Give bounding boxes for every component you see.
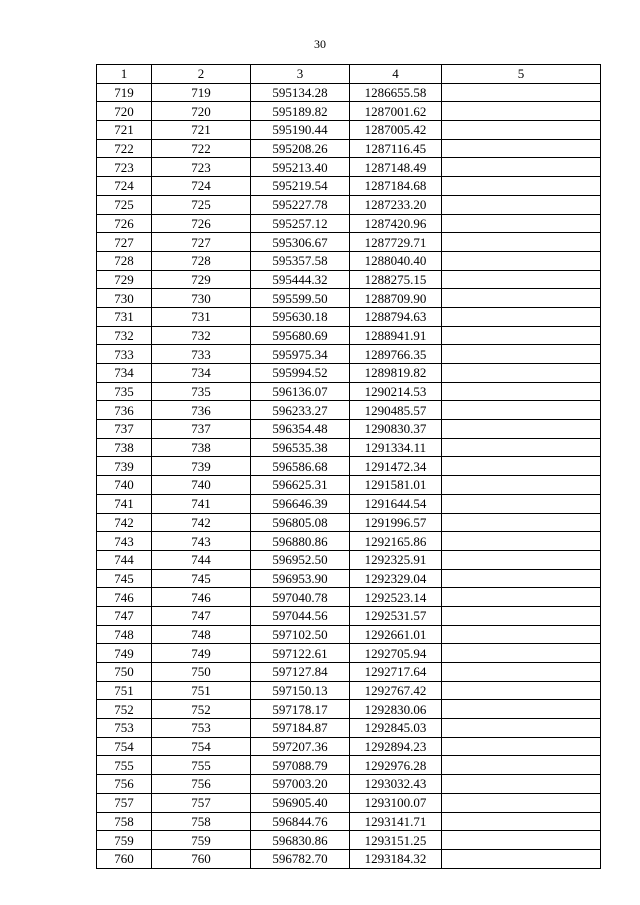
table-cell: 755: [152, 756, 251, 775]
table-cell: 748: [152, 625, 251, 644]
table-cell: 726: [97, 214, 152, 233]
table-cell: 721: [152, 121, 251, 140]
table-cell: 727: [152, 233, 251, 252]
table-cell: 597040.78: [251, 588, 350, 607]
table-cell: 1292894.23: [350, 737, 442, 756]
table-cell: 1286655.58: [350, 83, 442, 102]
table-cell: [442, 121, 601, 140]
table-cell: [442, 719, 601, 738]
table-cell: 729: [97, 270, 152, 289]
table-cell: 595630.18: [251, 307, 350, 326]
table-cell: [442, 532, 601, 551]
table-row: [97, 214, 601, 233]
table-row: [97, 550, 601, 569]
table-row: [97, 494, 601, 513]
table-cell: 597088.79: [251, 756, 350, 775]
table-cell: 734: [152, 364, 251, 383]
table-cell: 596586.68: [251, 457, 350, 476]
table-cell: 736: [97, 401, 152, 420]
table-row: [97, 345, 601, 364]
table-cell: [442, 457, 601, 476]
table-cell: [442, 83, 601, 102]
table-row: [97, 307, 601, 326]
table-cell: 729: [152, 270, 251, 289]
table-cell: 731: [97, 307, 152, 326]
table-cell: [442, 401, 601, 420]
table-row: [97, 831, 601, 850]
table-cell: 596646.39: [251, 494, 350, 513]
table-cell: 742: [97, 513, 152, 532]
table-cell: 1288275.15: [350, 270, 442, 289]
table-row: [97, 625, 601, 644]
table-cell: [442, 476, 601, 495]
table-cell: 730: [152, 289, 251, 308]
table-cell: 595190.44: [251, 121, 350, 140]
table-row: [97, 569, 601, 588]
table-cell: 730: [97, 289, 152, 308]
table-cell: 597102.50: [251, 625, 350, 644]
table-cell: 1287148.49: [350, 158, 442, 177]
table-cell: 595357.58: [251, 251, 350, 270]
table-cell: 756: [152, 775, 251, 794]
table-row: [97, 326, 601, 345]
table-cell: 736: [152, 401, 251, 420]
table-cell: [442, 270, 601, 289]
table-cell: 597207.36: [251, 737, 350, 756]
table-cell: 757: [152, 793, 251, 812]
table-cell: 720: [152, 102, 251, 121]
table-cell: 595189.82: [251, 102, 350, 121]
table-cell: 753: [97, 719, 152, 738]
table-cell: [442, 214, 601, 233]
table-row: [97, 700, 601, 719]
table-cell: 595213.40: [251, 158, 350, 177]
table-body: [97, 83, 601, 868]
table-row: [97, 756, 601, 775]
column-header: 1: [97, 65, 152, 84]
table-cell: [442, 588, 601, 607]
table-cell: 751: [152, 681, 251, 700]
column-header: 4: [350, 65, 442, 84]
table-cell: 596233.27: [251, 401, 350, 420]
table-cell: 749: [97, 644, 152, 663]
table-cell: 1292976.28: [350, 756, 442, 775]
table-cell: 759: [97, 831, 152, 850]
table-cell: 753: [152, 719, 251, 738]
table-cell: 595219.54: [251, 177, 350, 196]
table-cell: 1287116.45: [350, 139, 442, 158]
table-cell: 597127.84: [251, 663, 350, 682]
table-cell: 719: [152, 83, 251, 102]
table-row: [97, 102, 601, 121]
table-cell: 1290830.37: [350, 420, 442, 439]
table-cell: 595680.69: [251, 326, 350, 345]
table-cell: 1287001.62: [350, 102, 442, 121]
table-cell: [442, 793, 601, 812]
table-cell: 745: [97, 569, 152, 588]
table-row: [97, 420, 601, 439]
table-cell: [442, 420, 601, 439]
table-cell: 727: [97, 233, 152, 252]
table-row: [97, 364, 601, 383]
table-cell: 597150.13: [251, 681, 350, 700]
table-cell: 746: [97, 588, 152, 607]
table-cell: 1290485.57: [350, 401, 442, 420]
table-row: [97, 663, 601, 682]
table-row: [97, 606, 601, 625]
table-cell: [442, 438, 601, 457]
table-cell: 596782.70: [251, 849, 350, 868]
table-cell: 1288709.90: [350, 289, 442, 308]
table-cell: 735: [97, 382, 152, 401]
table-cell: 752: [152, 700, 251, 719]
table-cell: 755: [97, 756, 152, 775]
table-row: [97, 793, 601, 812]
table-row: [97, 289, 601, 308]
table-cell: [442, 812, 601, 831]
table-row: [97, 158, 601, 177]
table-cell: 743: [152, 532, 251, 551]
table-cell: 724: [152, 177, 251, 196]
table-row: [97, 775, 601, 794]
table-cell: 738: [152, 438, 251, 457]
table-cell: 1292661.01: [350, 625, 442, 644]
table-cell: 1289819.82: [350, 364, 442, 383]
table-cell: 1291644.54: [350, 494, 442, 513]
table-cell: 741: [97, 494, 152, 513]
table-row: [97, 251, 601, 270]
table-cell: [442, 849, 601, 868]
table-cell: 1292767.42: [350, 681, 442, 700]
table-cell: 595599.50: [251, 289, 350, 308]
table-cell: 728: [152, 251, 251, 270]
table-cell: 1287233.20: [350, 195, 442, 214]
table-cell: 756: [97, 775, 152, 794]
table-cell: 725: [152, 195, 251, 214]
table-cell: [442, 569, 601, 588]
column-header: 3: [251, 65, 350, 84]
table-cell: 734: [97, 364, 152, 383]
table-cell: 723: [97, 158, 152, 177]
table-cell: 595134.28: [251, 83, 350, 102]
table-cell: 596625.31: [251, 476, 350, 495]
table-cell: [442, 364, 601, 383]
table-row: [97, 719, 601, 738]
table-cell: 741: [152, 494, 251, 513]
table-cell: 758: [152, 812, 251, 831]
table-cell: 750: [97, 663, 152, 682]
table-cell: 748: [97, 625, 152, 644]
table-row: [97, 382, 601, 401]
table-cell: 595227.78: [251, 195, 350, 214]
table-cell: 749: [152, 644, 251, 663]
table-cell: 740: [152, 476, 251, 495]
table-cell: 1290214.53: [350, 382, 442, 401]
table-row: [97, 233, 601, 252]
table-cell: 719: [97, 83, 152, 102]
table-cell: 747: [97, 606, 152, 625]
table-cell: 595975.34: [251, 345, 350, 364]
table-cell: [442, 644, 601, 663]
page-number: 30: [314, 37, 326, 51]
table-cell: 596880.86: [251, 532, 350, 551]
table-cell: [442, 756, 601, 775]
table-cell: 721: [97, 121, 152, 140]
table-cell: [442, 513, 601, 532]
table-cell: 596905.40: [251, 793, 350, 812]
table-header-row: [97, 65, 601, 84]
table-cell: 752: [97, 700, 152, 719]
table-cell: 745: [152, 569, 251, 588]
table-cell: 732: [152, 326, 251, 345]
table-cell: 757: [97, 793, 152, 812]
table-row: [97, 139, 601, 158]
table-cell: 1287729.71: [350, 233, 442, 252]
table-cell: 1292830.06: [350, 700, 442, 719]
table-cell: [442, 233, 601, 252]
coordinates-table: [96, 64, 601, 869]
table-cell: [442, 550, 601, 569]
table-cell: 758: [97, 812, 152, 831]
table-cell: 733: [152, 345, 251, 364]
table-cell: [442, 195, 601, 214]
table-cell: 746: [152, 588, 251, 607]
table-cell: 597003.20: [251, 775, 350, 794]
table-cell: 595306.67: [251, 233, 350, 252]
table-cell: 595994.52: [251, 364, 350, 383]
table-row: [97, 438, 601, 457]
table-cell: 724: [97, 177, 152, 196]
table-cell: 747: [152, 606, 251, 625]
table-cell: 723: [152, 158, 251, 177]
column-header: 5: [442, 65, 601, 84]
table-cell: 740: [97, 476, 152, 495]
table-cell: 726: [152, 214, 251, 233]
table-cell: 754: [152, 737, 251, 756]
table-cell: 597122.61: [251, 644, 350, 663]
table-cell: 1292523.14: [350, 588, 442, 607]
table-cell: 732: [97, 326, 152, 345]
table-cell: 596952.50: [251, 550, 350, 569]
table-cell: 1292531.57: [350, 606, 442, 625]
table-cell: [442, 700, 601, 719]
table-cell: 751: [97, 681, 152, 700]
table-cell: 754: [97, 737, 152, 756]
table-cell: [442, 663, 601, 682]
table-cell: 1293032.43: [350, 775, 442, 794]
table-cell: 1291472.34: [350, 457, 442, 476]
table-cell: 731: [152, 307, 251, 326]
table-cell: 1292717.64: [350, 663, 442, 682]
table-cell: [442, 139, 601, 158]
table-row: [97, 849, 601, 868]
table-cell: 722: [152, 139, 251, 158]
table-cell: 1292165.86: [350, 532, 442, 551]
table-row: [97, 476, 601, 495]
table-cell: 596354.48: [251, 420, 350, 439]
table-row: [97, 513, 601, 532]
column-header: 2: [152, 65, 251, 84]
table-cell: 1288040.40: [350, 251, 442, 270]
table-cell: [442, 177, 601, 196]
table-cell: 1293100.07: [350, 793, 442, 812]
table-cell: [442, 326, 601, 345]
table-cell: 1292329.04: [350, 569, 442, 588]
table-row: [97, 270, 601, 289]
table-cell: 739: [97, 457, 152, 476]
table-cell: 760: [97, 849, 152, 868]
table-cell: 595444.32: [251, 270, 350, 289]
table-cell: 1293141.71: [350, 812, 442, 831]
table-cell: 597184.87: [251, 719, 350, 738]
table-cell: 742: [152, 513, 251, 532]
table-cell: 1292705.94: [350, 644, 442, 663]
table-cell: [442, 158, 601, 177]
table-cell: 1287005.42: [350, 121, 442, 140]
table-cell: 1288941.91: [350, 326, 442, 345]
table-cell: 1291334.11: [350, 438, 442, 457]
table-cell: 1293151.25: [350, 831, 442, 850]
table-cell: 1287420.96: [350, 214, 442, 233]
table-row: [97, 457, 601, 476]
table-cell: 743: [97, 532, 152, 551]
table-cell: 596953.90: [251, 569, 350, 588]
table-row: [97, 532, 601, 551]
table-cell: 735: [152, 382, 251, 401]
table-cell: 596535.38: [251, 438, 350, 457]
table-cell: [442, 307, 601, 326]
table-row: [97, 177, 601, 196]
table-row: [97, 401, 601, 420]
table-cell: 1292325.91: [350, 550, 442, 569]
table-row: [97, 737, 601, 756]
table-cell: 1291996.57: [350, 513, 442, 532]
table-cell: [442, 345, 601, 364]
table-cell: 596805.08: [251, 513, 350, 532]
table-cell: 595257.12: [251, 214, 350, 233]
table-cell: 739: [152, 457, 251, 476]
table-cell: [442, 775, 601, 794]
table-cell: 760: [152, 849, 251, 868]
table-cell: 596844.76: [251, 812, 350, 831]
table-cell: 595208.26: [251, 139, 350, 158]
table-cell: [442, 382, 601, 401]
table-cell: [442, 251, 601, 270]
table-cell: 1293184.32: [350, 849, 442, 868]
table-cell: [442, 831, 601, 850]
table-cell: [442, 737, 601, 756]
table-cell: 733: [97, 345, 152, 364]
table-row: [97, 121, 601, 140]
table-cell: 738: [97, 438, 152, 457]
table-cell: 597178.17: [251, 700, 350, 719]
table-cell: 728: [97, 251, 152, 270]
table-cell: [442, 681, 601, 700]
table-cell: 1289766.35: [350, 345, 442, 364]
table-cell: [442, 494, 601, 513]
table-row: [97, 681, 601, 700]
table-cell: [442, 606, 601, 625]
table-cell: 737: [97, 420, 152, 439]
table-cell: 720: [97, 102, 152, 121]
table-cell: 1292845.03: [350, 719, 442, 738]
table-cell: [442, 102, 601, 121]
table-cell: 744: [152, 550, 251, 569]
table-cell: 737: [152, 420, 251, 439]
table-row: [97, 83, 601, 102]
table-cell: 722: [97, 139, 152, 158]
table-cell: 744: [97, 550, 152, 569]
table-cell: 1287184.68: [350, 177, 442, 196]
table-cell: 750: [152, 663, 251, 682]
table-row: [97, 812, 601, 831]
table-cell: 596830.86: [251, 831, 350, 850]
table-cell: 1288794.63: [350, 307, 442, 326]
table-cell: [442, 289, 601, 308]
table-cell: 759: [152, 831, 251, 850]
table-row: [97, 644, 601, 663]
table-cell: 597044.56: [251, 606, 350, 625]
table-row: [97, 588, 601, 607]
table-cell: 1291581.01: [350, 476, 442, 495]
table-cell: 596136.07: [251, 382, 350, 401]
table-row: [97, 195, 601, 214]
table-cell: 725: [97, 195, 152, 214]
table-cell: [442, 625, 601, 644]
